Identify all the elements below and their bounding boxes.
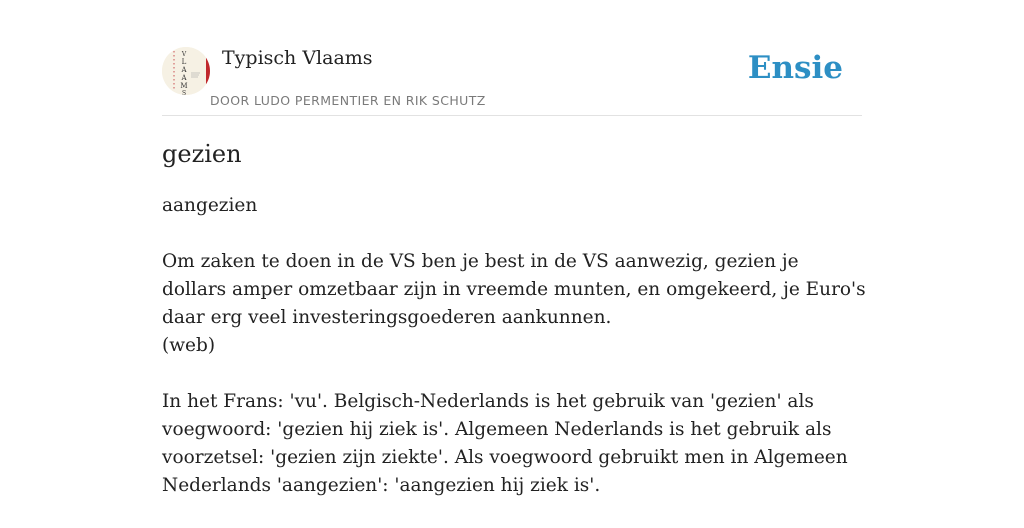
entry-definition xyxy=(162,192,867,528)
header xyxy=(162,0,862,116)
entry-explanation: In het Frans: 'vu'. Belgisch-Nederlands is het gebruik van 'gezien' als voegwoord: 'gezien hij ziek is'. Algemeen Nederlands is het gebruik als voorzetsel: 'gezien zijn ziekte'. Als voegwoord gebruikt men in Algemeen Nederlands 'aangezien': 'aangezien hij ziek is'. xyxy=(162,391,848,496)
logo-letter: M xyxy=(180,82,188,90)
logo-letter: A xyxy=(181,74,187,82)
book-authors: DOOR LUDO PERMENTIER EN RIK SCHUTZ xyxy=(210,93,486,108)
book-cover-image xyxy=(162,47,210,95)
entry-example: Om zaken te doen in de VS ben je best in de VS aanwezig, gezien je dollars amper omzetbaar zijn in vreemde munten, en omgekeerd, je Euro's daar erg veel investeringsgoederen aankunnen. xyxy=(162,251,866,328)
logo-letter: A xyxy=(181,66,187,74)
logo-letter: S xyxy=(181,90,187,95)
entry-word: gezien xyxy=(162,140,242,168)
book-cover-icon[interactable] xyxy=(162,47,210,95)
page-container xyxy=(162,0,866,496)
book-title[interactable]: Typisch Vlaams xyxy=(222,47,373,69)
entry-synonym: aangezien xyxy=(162,195,258,216)
logo-letter: V xyxy=(181,51,187,58)
ensie-logo-link[interactable]: Ensie xyxy=(747,50,843,86)
entry-source: (web) xyxy=(162,335,216,356)
logo-letter: L xyxy=(181,58,187,66)
